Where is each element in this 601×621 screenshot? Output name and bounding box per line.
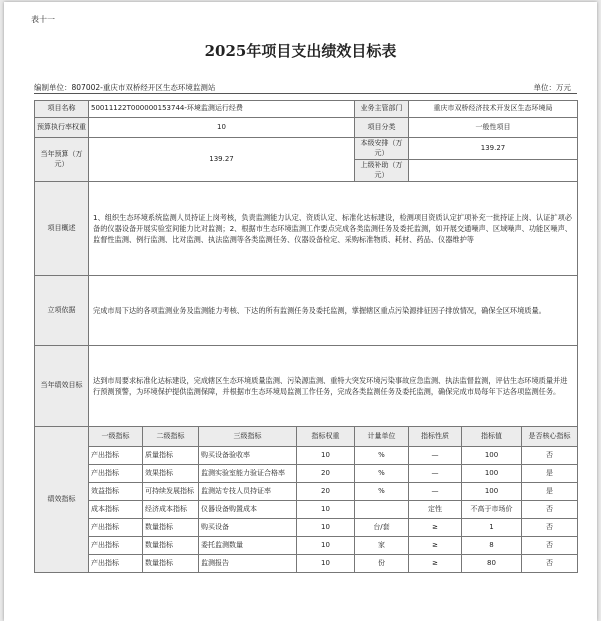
indicator-header-level1: 一级指标 <box>89 427 143 447</box>
table-row <box>35 465 578 483</box>
indicator-cell-value: 100 <box>462 447 522 465</box>
indicator-cell-level2: 质量指标 <box>143 447 199 465</box>
indicator-cell-unit: 家 <box>355 537 409 555</box>
indicator-cell-nature: 定性 <box>409 501 462 519</box>
indicator-cell-level1: 产出指标 <box>89 519 143 537</box>
table-row <box>35 483 578 501</box>
category-label: 项目分类 <box>355 118 409 138</box>
indicator-cell-weight: 20 <box>297 465 355 483</box>
indicator-cell-unit: 份 <box>355 555 409 573</box>
report-sheet <box>4 2 597 621</box>
indicator-cell-value: 1 <box>462 519 522 537</box>
indicator-cell-level1: 产出指标 <box>89 537 143 555</box>
indicator-cell-core: 否 <box>522 447 578 465</box>
indicator-cell-level3: 监测站专技人员持证率 <box>199 483 297 501</box>
indicator-cell-core: 是 <box>522 465 578 483</box>
table-row <box>35 501 578 519</box>
indicator-header-weight: 指标权重 <box>297 427 355 447</box>
indicator-cell-weight: 20 <box>297 483 355 501</box>
indicator-header-unit: 计量单位 <box>355 427 409 447</box>
indicator-cell-weight: 10 <box>297 447 355 465</box>
table-number: 表十一 <box>31 15 55 24</box>
indicator-cell-level1: 成本指标 <box>89 501 143 519</box>
indicator-cell-level3: 购买设备验收率 <box>199 447 297 465</box>
indicator-header-level2: 二级指标 <box>143 427 199 447</box>
indicator-cell-nature: — <box>409 447 462 465</box>
performance-table <box>34 100 578 573</box>
indicator-cell-core: 否 <box>522 501 578 519</box>
indicator-cell-core: 否 <box>522 555 578 573</box>
indicator-cell-value: 100 <box>462 483 522 501</box>
indicator-cell-value: 80 <box>462 555 522 573</box>
table-row <box>35 537 578 555</box>
indicators-label: 绩效指标 <box>35 427 89 573</box>
row-budget <box>35 138 578 160</box>
indicator-cell-level2: 数量指标 <box>143 555 199 573</box>
row-goal <box>35 346 578 427</box>
upper-budget-value <box>409 160 578 182</box>
goal-text: 达到市局要求标准化达标建设，完成辖区生态环境质量监测、污染源监测、重特大突发环境污染事故应急监测、执法监督监测，评估生态环境质量并进行预测预警，为环境保护提供监测保障，并根据市生态环境局监测工作任务，完成各类监测任务及委托监测，确保完成市局每年下达各项监测任务。 <box>89 346 578 427</box>
indicator-cell-nature: — <box>409 483 462 501</box>
indicator-cell-level3: 购买设备 <box>199 519 297 537</box>
indicator-cell-unit: % <box>355 447 409 465</box>
indicator-cell-level2: 效果指标 <box>143 465 199 483</box>
project-name-label: 项目名称 <box>35 101 89 118</box>
goal-label: 当年绩效目标 <box>35 346 89 427</box>
indicator-cell-level2: 经济成本指标 <box>143 501 199 519</box>
indicator-cell-level2: 可持续发展指标 <box>143 483 199 501</box>
indicator-cell-unit <box>355 501 409 519</box>
compiling-unit-value: 807002-重庆市双桥经开区生态环境监测站 <box>71 83 216 92</box>
basis-label: 立项依据 <box>35 276 89 346</box>
indicator-cell-value: 8 <box>462 537 522 555</box>
indicator-cell-weight: 10 <box>297 501 355 519</box>
indicator-cell-weight: 10 <box>297 519 355 537</box>
budget-label: 当年预算（万元） <box>35 138 89 182</box>
indicator-cell-value: 100 <box>462 465 522 483</box>
local-budget-label: 本级安排（万元） <box>355 138 409 160</box>
row-basis <box>35 276 578 346</box>
indicator-cell-level1: 效益指标 <box>89 483 143 501</box>
overview-label: 项目概述 <box>35 182 89 276</box>
overview-text: 1、组织生态环境系统监测人员持证上岗考核，负责监测能力认定、资质认定、标准化达标建设，检测项目资质认定扩项补充一批持证上岗、认证扩项必备的仪器设备开展实验室间能力比对监测；2、根据市生态环境监测工作要点完成各类监测任务及委托监测，如开展交通噪声、区域噪声、功能区噪声、监督性监测、例行监测、比对监测、执法监测等各类监测任务、仪器设备检定、采购标准物质、耗材、药品、仪器维护等 <box>89 182 578 276</box>
upper-budget-label: 上级补助（万元） <box>355 160 409 182</box>
indicator-cell-level3: 仪器设备购置成本 <box>199 501 297 519</box>
indicator-header-level3: 三级指标 <box>199 427 297 447</box>
indicator-cell-nature: ≥ <box>409 519 462 537</box>
page-title: 2025年项目支出绩效目标表 <box>204 42 397 60</box>
row-project-name <box>35 101 578 118</box>
table-row <box>35 447 578 465</box>
indicator-cell-core: 否 <box>522 537 578 555</box>
indicator-cell-unit: % <box>355 483 409 501</box>
local-budget-value: 139.27 <box>409 138 578 160</box>
row-exec-rate <box>35 118 578 138</box>
currency-unit: 单位：万元 <box>533 83 571 92</box>
category-value: 一般性项目 <box>409 118 578 138</box>
indicator-cell-level3: 监测报告 <box>199 555 297 573</box>
indicator-cell-nature: — <box>409 465 462 483</box>
indicator-header-row <box>35 427 578 447</box>
indicator-cell-nature: ≥ <box>409 555 462 573</box>
indicator-cell-value: 不高于市场价 <box>462 501 522 519</box>
indicator-cell-level2: 数量指标 <box>143 519 199 537</box>
indicator-cell-core: 是 <box>522 483 578 501</box>
indicator-header-value: 指标值 <box>462 427 522 447</box>
indicator-cell-level1: 产出指标 <box>89 465 143 483</box>
compiling-unit <box>34 82 215 93</box>
exec-rate-value: 10 <box>89 118 355 138</box>
indicator-header-nature: 指标性质 <box>409 427 462 447</box>
indicator-cell-level1: 产出指标 <box>89 447 143 465</box>
indicator-header-core: 是否核心指标 <box>522 427 578 447</box>
table-row <box>35 555 578 573</box>
indicator-cell-level3: 委托监测数量 <box>199 537 297 555</box>
dept-label: 业务主管部门 <box>355 101 409 118</box>
compiling-unit-label: 编制单位： <box>34 83 72 92</box>
basis-text: 完成市局下达的各项监测业务及监测能力考核、下达的所有监测任务及委托监测，掌握辖区重点污染源排征因子排放情况，确保全区环境质量。 <box>89 276 578 346</box>
indicator-cell-unit: % <box>355 465 409 483</box>
exec-rate-label: 预算执行率权重 <box>35 118 89 138</box>
indicator-cell-level1: 产出指标 <box>89 555 143 573</box>
indicator-cell-nature: ≥ <box>409 537 462 555</box>
indicator-cell-core: 否 <box>522 519 578 537</box>
indicator-cell-weight: 10 <box>297 555 355 573</box>
indicator-cell-unit: 台/套 <box>355 519 409 537</box>
row-overview <box>35 182 578 276</box>
header-divider <box>34 93 577 94</box>
indicator-cell-weight: 10 <box>297 537 355 555</box>
indicator-cell-level2: 数量指标 <box>143 537 199 555</box>
table-row <box>35 519 578 537</box>
dept-value: 重庆市双桥经济技术开发区生态环境局 <box>409 101 578 118</box>
budget-value: 139.27 <box>89 138 355 182</box>
project-name-value: 50011122T000000153744-环境监测运行经费 <box>89 101 355 118</box>
indicator-cell-level3: 监测实验室能力验证合格率 <box>199 465 297 483</box>
